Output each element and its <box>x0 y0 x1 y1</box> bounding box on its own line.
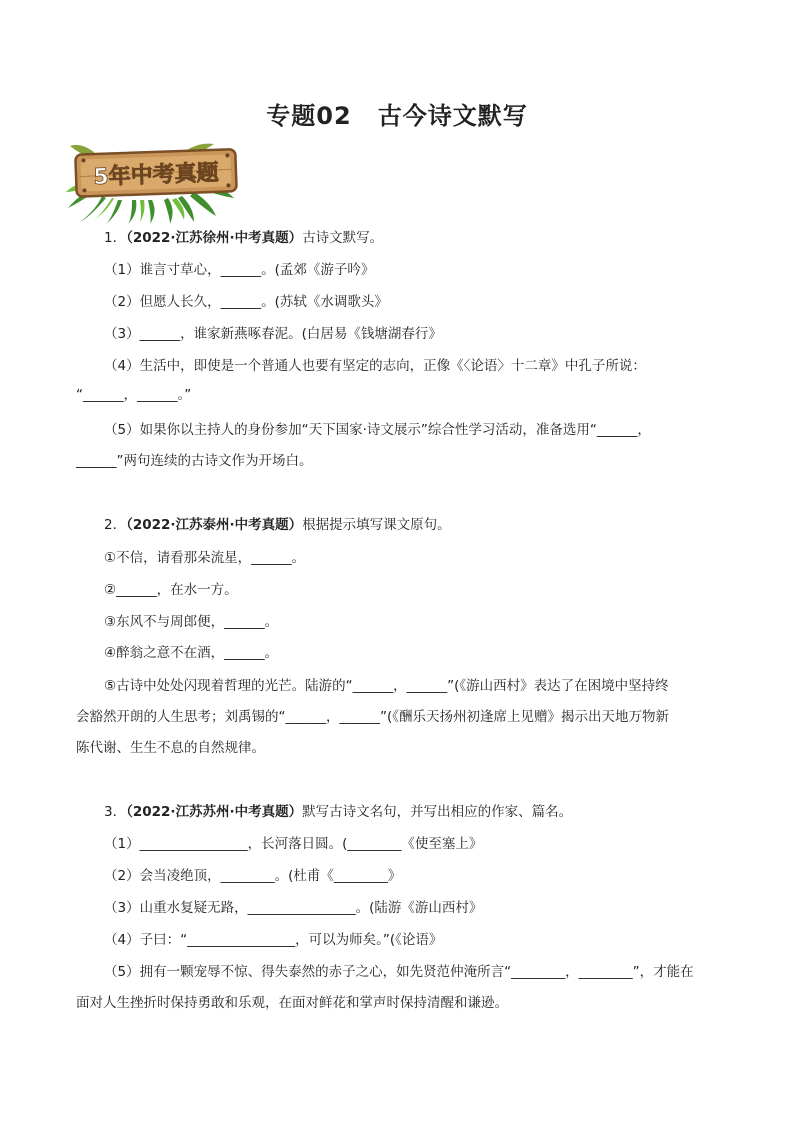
question-1-item-5: （5）如果你以主持人的身份参加“天下国家·诗文展示”综合性学习活动，准备选用“______， <box>104 422 651 438</box>
question-1-item-3: （3）______，谁家新燕啄春泥。(白居易《钱塘湖春行》 <box>104 326 442 342</box>
question-2-header <box>104 515 728 535</box>
badge-text: 5年中考真题 <box>92 160 220 191</box>
leaf-decoration-icon <box>66 138 242 224</box>
question-3-item-4: （4）子曰：“________________，可以为师矣。”(《论语》 <box>104 932 443 948</box>
question-3-item-5-cont: 面对人生挫折时保持勇敢和乐观，在面对鲜花和掌声时保持清醒和谦逊。 <box>76 995 508 1011</box>
question-3-item-1: （1）________________，长河落日圆。(________《使至塞上》 <box>104 836 483 852</box>
title-topic-name: 古今诗文默写 <box>377 102 528 130</box>
question-source: （2022·江苏苏州·中考真题） <box>126 804 303 820</box>
question-instruction: 古诗文默写。 <box>302 230 384 246</box>
question-source: （2022·江苏泰州·中考真题） <box>126 517 303 533</box>
question-3-header <box>104 802 728 822</box>
question-2-item-5-cont-2: 陈代谢、生生不息的自然规律。 <box>76 740 265 756</box>
question-2-item-5-cont-1: 会豁然开朗的人生思考；刘禹锡的“______，______”(《酬乐天扬州初逢席上见赠》揭示出天地万物新 <box>76 709 670 725</box>
question-1-item-2: （2）但愿人长久，______。(苏轼《水调歌头》 <box>104 294 388 310</box>
title-topic-number: 专题02 <box>266 102 352 130</box>
section-badge <box>66 138 242 224</box>
question-2-item-3: ③东风不与周郎便，______。 <box>104 614 279 630</box>
question-source: （2022·江苏徐州·中考真题） <box>126 230 303 246</box>
question-number: 3． <box>104 804 127 820</box>
question-number: 2． <box>104 517 127 533</box>
question-instruction: 默写古诗文名句，并写出相应的作家、篇名。 <box>302 804 573 820</box>
question-1-item-1: （1）谁言寸草心，______。(孟郊《游子吟》 <box>104 262 375 278</box>
question-1-item-5-cont: ______”两句连续的古诗文作为开场白。 <box>76 453 313 469</box>
question-3-item-3: （3）山重水复疑无路，________________。(陆游《游山西村》 <box>104 900 483 916</box>
question-2-item-5: ⑤古诗中处处闪现着哲理的光芒。陆游的“______，______”(《游山西村》表达了在困境中坚持终 <box>104 678 669 694</box>
question-1-item-4-cont: “______，______。” <box>76 387 192 403</box>
question-1-header <box>104 228 728 248</box>
question-number: 1． <box>104 230 127 246</box>
question-1-item-4: （4）生活中，即使是一个普通人也要有坚定的志向，正像《〈论语〉十二章》中孔子所说： <box>104 358 646 374</box>
question-3-item-2: （2）会当凌绝顶，________。(杜甫《________》 <box>104 868 402 884</box>
question-3-item-5: （5）拥有一颗宠辱不惊、得失泰然的赤子之心，如先贤范仲淹所言“________，________”，才能在 <box>104 964 694 980</box>
question-instruction: 根据提示填写课文原句。 <box>302 517 451 533</box>
question-2-item-2: ②______，在水一方。 <box>104 582 238 598</box>
question-2-item-1: ①不信，请看那朵流星，______。 <box>104 550 306 566</box>
page-title <box>0 98 794 134</box>
question-2-item-4: ④醉翁之意不在酒，______。 <box>104 645 279 661</box>
